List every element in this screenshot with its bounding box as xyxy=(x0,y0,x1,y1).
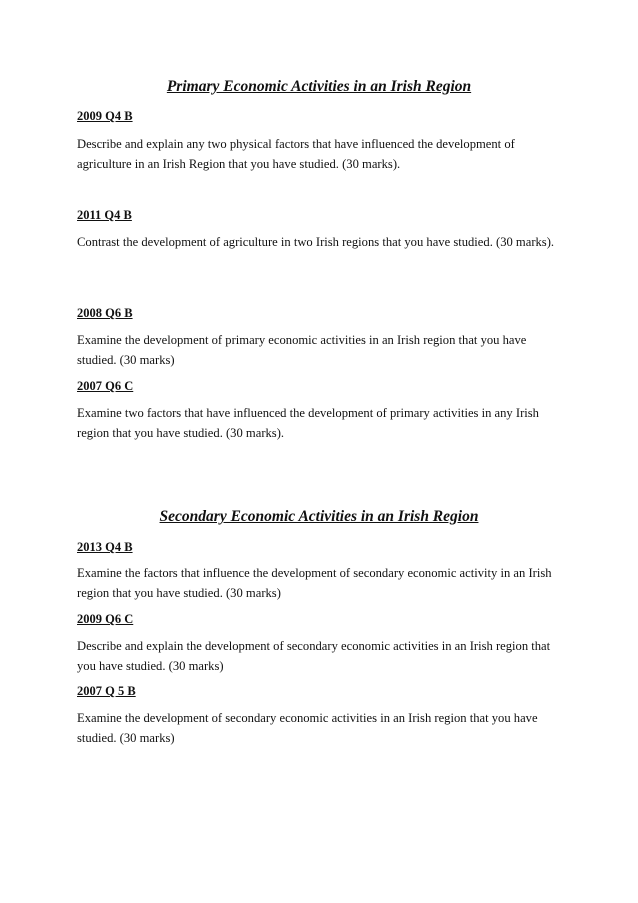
question-text-2009-q6c: Describe and explain the development of secondary economic activities in an Irish region that you have studied. (30 marks) xyxy=(77,639,551,673)
question-label-2013-q4b: 2013 Q4 B xyxy=(77,540,133,554)
primary-section-title: Primary Economic Activities in an Irish Region xyxy=(166,78,472,95)
question-text-2007-q5b: Examine the development of secondary economic activities in an Irish region that you have studied. (30 marks) xyxy=(77,711,538,745)
question-label-2007-q6c: 2007 Q6 C xyxy=(77,379,134,393)
question-label-2011-q4b: 2011 Q4 B xyxy=(77,208,132,222)
question-text-2007-q6c: Examine two factors that have influenced the development of primary activities in any Irish region that you have studied. (30 marks). xyxy=(77,406,539,440)
question-label-2009-q4b: 2009 Q4 B xyxy=(77,109,133,123)
secondary-section-title: Secondary Economic Activities in an Irish Region xyxy=(159,508,479,525)
question-text-2008-q6b: Examine the development of primary economic activities in an Irish region that you have studied. (30 marks) xyxy=(77,333,527,367)
question-label-2009-q6c: 2009 Q6 C xyxy=(77,612,134,626)
question-text-2011-q4b: Contrast the development of agriculture in two Irish regions that you have studied. (30 marks). xyxy=(77,235,555,249)
question-label-2008-q6b: 2008 Q6 B xyxy=(77,306,133,320)
question-text-2009-q4b: Describe and explain any two physical factors that have influenced the development of agriculture in an Irish Region that you have studied. (30 marks). xyxy=(77,137,515,171)
question-label-2007-q5b: 2007 Q 5 B xyxy=(77,684,136,698)
question-text-2013-q4b: Examine the factors that influence the development of secondary economic activity in an Irish region that you have studied. (30 marks) xyxy=(77,566,552,600)
